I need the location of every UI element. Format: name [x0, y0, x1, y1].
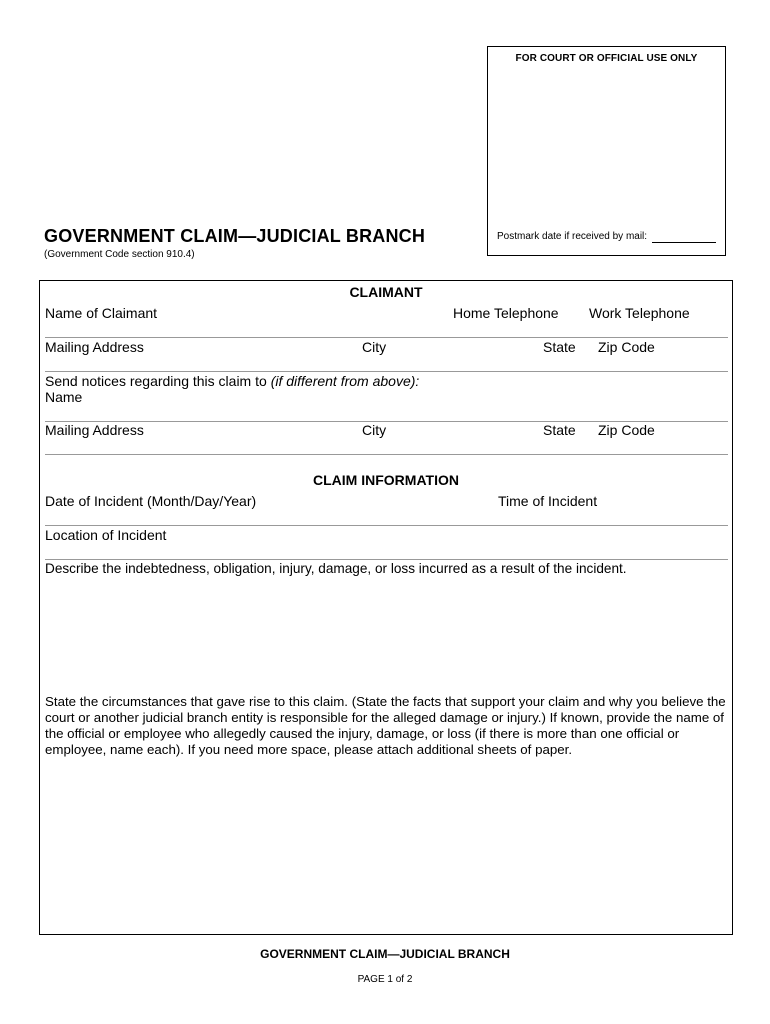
claimant-name-label: Name of Claimant — [45, 305, 158, 321]
notices-name-label: Name — [45, 389, 83, 405]
circumstances-label: State the circumstances that gave rise to this claim. (State the facts that support your claim and why you believe the court or another judicial branch entity is responsible for the alleged damage or injury.) If known, provide the name of the official or employee who allegedly caused the injury, damage, or loss (if there is more than one official or employee, name each). If you need more space, please attach additional sheets of paper. — [45, 694, 726, 757]
mailing-address-row-line[interactable] — [45, 371, 728, 372]
page-number: PAGE 1 of 2 — [357, 974, 413, 985]
home-telephone-label: Home Telephone — [453, 305, 559, 321]
claimant-heading: CLAIMANT — [349, 284, 423, 300]
notices-label: Send notices regarding this claim to (if different from above): — [45, 373, 420, 389]
mailing-address-label: Mailing Address — [45, 339, 144, 355]
incident-date-row-line[interactable] — [45, 525, 728, 526]
page-title: GOVERNMENT CLAIM—JUDICIAL BRANCH — [44, 226, 426, 246]
court-use-box — [487, 46, 726, 256]
incident-date-label: Date of Incident (Month/Day/Year) — [45, 493, 257, 509]
zip-code-label: Zip Code — [598, 339, 655, 355]
state-label: State — [543, 339, 576, 355]
page-subtitle: (Government Code section 910.4) — [44, 249, 195, 260]
alt-zip-code-label: Zip Code — [598, 422, 655, 438]
claim-form — [39, 280, 733, 935]
city-label: City — [362, 339, 387, 355]
court-use-title: FOR COURT OR OFFICIAL USE ONLY — [515, 53, 698, 64]
postmark-date-field[interactable] — [652, 242, 716, 243]
incident-location-row-line[interactable] — [45, 559, 728, 560]
alt-state-label: State — [543, 422, 576, 438]
alt-mailing-address-row-line[interactable] — [45, 454, 728, 455]
claim-information-heading: CLAIM INFORMATION — [313, 472, 459, 488]
describe-loss-label: Describe the indebtedness, obligation, injury, damage, or loss incurred as a result of the incident. — [45, 561, 627, 576]
postmark-label: Postmark date if received by mail: — [497, 231, 648, 242]
incident-location-label: Location of Incident — [45, 527, 167, 543]
work-telephone-label: Work Telephone — [589, 305, 690, 321]
incident-time-label: Time of Incident — [498, 493, 598, 509]
alt-city-label: City — [362, 422, 387, 438]
claimant-name-row-line[interactable] — [45, 337, 728, 338]
footer-title: GOVERNMENT CLAIM—JUDICIAL BRANCH — [260, 947, 510, 961]
alt-mailing-address-label: Mailing Address — [45, 422, 144, 438]
